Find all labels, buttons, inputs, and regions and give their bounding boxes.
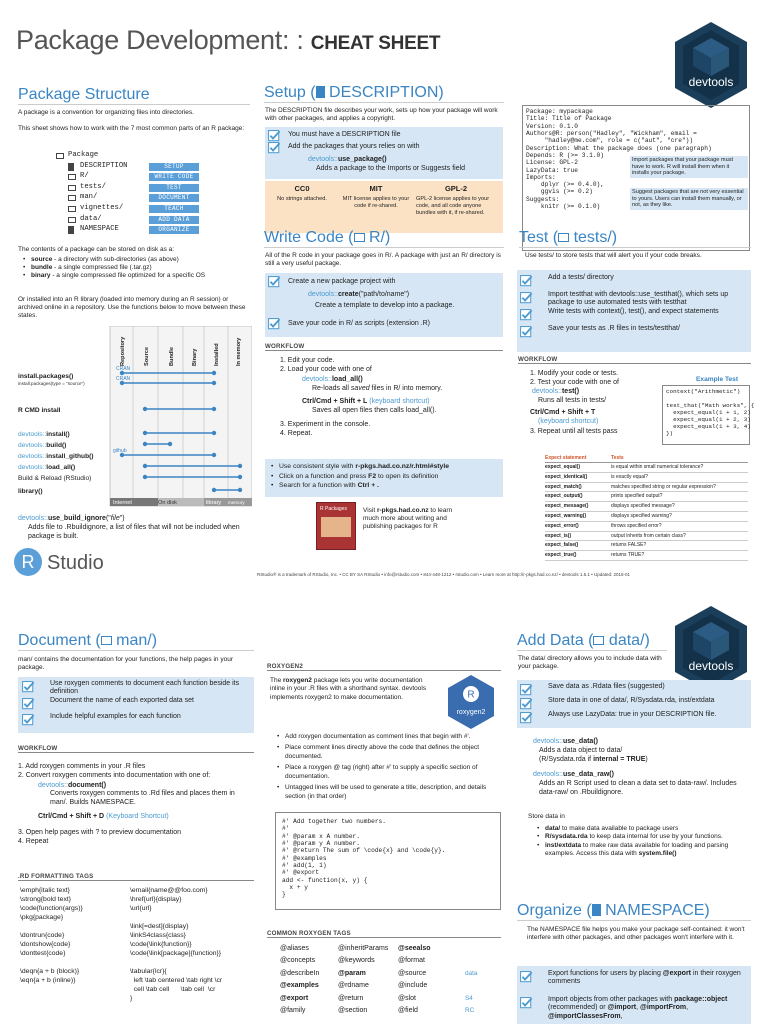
rd-tag: cell \tab cell \tab cell \cr — [130, 986, 216, 993]
license-cc0: CC0 No strings attached. — [277, 184, 327, 203]
write-heading: Write Code ( R/) — [264, 229, 391, 246]
setup-heading: Setup ( DESCRIPTION) — [264, 84, 444, 101]
roxygen-tag: @concepts — [280, 957, 316, 965]
cran-tag-1: CRAN — [116, 366, 131, 372]
check-icon — [268, 142, 281, 154]
write-intro: All of the R code in your package goes in R/. A package with just an R/ directory is still a very useful package. — [265, 252, 501, 268]
test-intro: Use tests/ to store tests that will alert you if your code breaks. — [525, 252, 702, 259]
import-note: Import packages that your package must have to work. R will install them when it installs your package. — [630, 156, 748, 178]
roxygen-tag: data — [465, 969, 478, 977]
tree-item — [56, 215, 206, 226]
folder-icon — [68, 174, 76, 180]
rd-tag: \href{url}{display} — [130, 896, 182, 903]
rd-tag: left \tab centered \tab right \cr — [130, 977, 223, 984]
tree-badge: SETUP — [149, 163, 199, 171]
roxygen-tag: @field — [398, 1007, 418, 1014]
roxygen-tag: @param — [338, 969, 366, 977]
col-source: Source — [144, 347, 150, 366]
rd-tag — [130, 913, 258, 922]
store-data: • data/ to make data available to package users — [536, 825, 750, 833]
rd-tag: \emph{italic text} — [20, 887, 70, 894]
tree-item-name: tests/ — [80, 182, 106, 191]
check-icon — [268, 130, 281, 142]
rd-tag — [130, 958, 258, 967]
check-item: Store data in one of data/, R/Sysdata.rda, inst/extdata — [520, 697, 750, 711]
test-steps: 1. Modify your code or tests. 2. Test your code with one of devtools::test() Runs all tests in tests/ Ctrl/Cmd + Shift + T (keyboard shortcut) 3. Repeat until all tests pass — [530, 370, 619, 435]
write-check-1: Create a new package project with — [288, 278, 396, 285]
tree-item-name: NAMESPACE — [80, 225, 119, 234]
folder-icon — [593, 636, 604, 645]
page-title — [16, 27, 440, 54]
tree-badge: TEACH — [149, 205, 199, 213]
folder-icon — [68, 217, 76, 223]
row-rcmd: R CMD install — [18, 407, 61, 414]
use-package: devtools::use_package() Adds a package to the Imports or Suggests field — [308, 156, 498, 174]
row-install-github: devtools::install_github() — [18, 453, 94, 460]
document-checks — [22, 680, 254, 729]
structure-heading: Package Structure — [18, 86, 150, 103]
label-memory: memory — [228, 500, 245, 505]
file-icon — [592, 904, 601, 916]
expect-table: Expect statement Tests expect_equal() is equal within small numerical tolerance? expect_identical() is exactly equal? expect_match() matches specified string or regular expression? expect_output() prints specified output? expect_message() displays specified message? expect_warning() displays specified warning? expect_error() throws specified error? expect_is() output inherits from certain class? expect_false() returns FALSE? expect_true() returns TRUE? — [545, 455, 748, 561]
store-extdata: • inst/extdata to make raw data available for loading and parsing examples. Access this data with system.file() — [536, 842, 750, 859]
roxygen-intro: The roxygen2 package lets you write documentation inline in your .R files with a shorthand syntax. devtools implements roxygen2 to make documentation. — [270, 677, 427, 701]
expect-row: expect_equal() is equal within small numerical tolerance? — [545, 463, 748, 473]
visit-text: Visit r-pkgs.had.co.nz to learn much more about writing and publishing packages for R — [363, 507, 453, 531]
document-workflow-title: WORKFLOW — [18, 745, 58, 752]
test-heading: Test ( tests/) — [519, 229, 618, 246]
rd-tags-title: .RD FORMATTING TAGS — [18, 873, 94, 880]
row-install-packages: install.packages() — [18, 373, 74, 380]
use-data: devtools::use_data() Adds a data object to data/ (R/Sysdata.rda if internal = TRUE) devtools::use_data_raw() Adds an R Script used to clean a data set to data-raw/. Includes data-raw/ on .Rbuildignore. — [533, 738, 737, 797]
tree-item — [56, 162, 206, 173]
folder-icon — [56, 153, 64, 159]
rd-tag: \link[=dest]{display} — [130, 923, 189, 930]
license-gpl-2: GPL-2 GPL-2 license applies to your code, and all code anyone bundles with it, if re-shared. — [416, 184, 490, 217]
tree-badge: DOCUMENT — [149, 194, 199, 202]
document-intro: man/ contains the documentation for your functions, the help pages in your package. — [18, 656, 233, 672]
roxygen-title: ROXYGEN2 — [267, 663, 303, 670]
installed-text: Or installed into an R library (loaded into memory during an R session) or archived online in a repository. Use the functions below to move between these states. — [18, 296, 246, 320]
setup-checks — [268, 130, 498, 154]
expect-row: expect_error() throws specified error? — [545, 522, 748, 532]
tree-item — [56, 151, 206, 162]
check-item: Import testthat with devtools::use_testthat(), which sets up package to use automated tests with testthat — [520, 291, 750, 308]
rd-tag: \linkS4class{class} — [130, 932, 186, 939]
tip-search: • Search for a function with Ctrl + . — [270, 481, 502, 491]
check-icon — [268, 318, 281, 330]
check-icon — [520, 997, 533, 1009]
test-workflow-title: WORKFLOW — [518, 356, 558, 363]
check-item: Write tests with context(), test(), and expect statements — [520, 308, 750, 325]
state-bundle: • bundle - a single compressed file (.tar.gz) — [22, 264, 257, 272]
row-load-all: devtools::load_all() — [18, 464, 76, 471]
roxygen-tag: @slot — [398, 994, 416, 1002]
check-item: Document the name of each exported data set — [22, 697, 254, 713]
check-icon — [520, 275, 533, 287]
tree-item-name: Package — [68, 151, 99, 159]
row-install: devtools::install() — [18, 431, 70, 438]
test-checks — [520, 274, 750, 342]
check-item: Add a tests/ directory — [520, 274, 750, 291]
row-install-packages-sub: install.packages(type = "source") — [18, 381, 85, 386]
check-icon — [520, 971, 533, 983]
roxygen-tag: @aliases — [280, 945, 309, 952]
example-test-title: Example Test — [696, 376, 739, 383]
rd-tag: \donttest{code} — [20, 950, 66, 957]
roxygen-tag: @keywords — [338, 957, 375, 965]
tree-item-name: vignettes/ — [80, 203, 124, 212]
folder-icon — [68, 195, 76, 201]
roxygen-tag: @section — [338, 1007, 368, 1014]
check-icon — [520, 698, 533, 710]
store-list — [536, 825, 750, 859]
roxygen2-logo-text: roxygen2 — [456, 709, 486, 716]
tree-badge: WRITE CODE — [149, 173, 199, 181]
rd-tag: \email{name@@foo.com} — [130, 887, 208, 894]
example-test: context("Arithmetic") test_that("Math works", { expect_equal(1 + 1, 2) expect_equal(1 + 2, 3) expect_equal(1 + 3, 4) }) — [662, 385, 750, 445]
tree-item-name: R/ — [80, 172, 89, 181]
suggest-note: Suggest packages that are not very essential to yours. Users can install them manually, or not, as they like. — [630, 188, 748, 210]
document-heading: Document ( man/) — [18, 632, 158, 649]
roxygen-tag: @family — [280, 1007, 306, 1014]
folder-icon — [101, 636, 112, 645]
use-package-desc: Adds a package to the Imports or Suggests field — [316, 164, 466, 172]
store-title: Store data in — [528, 813, 565, 820]
rd-tags-right — [130, 886, 258, 1003]
github-tag: github — [113, 448, 127, 454]
label-ondisk: On disk — [158, 500, 177, 506]
roxygen-tag: @inheritParams — [338, 945, 389, 952]
roxygen2-logo — [446, 674, 496, 730]
roxygen-bullet-2: • Place comment lines directly above the code that defines the object documented. — [276, 744, 502, 761]
adddata-intro: The data/ directory allows you to include data with your package. — [518, 655, 662, 671]
rd-tag: \pkg{package} — [20, 914, 64, 921]
adddata-checks — [520, 683, 750, 725]
check-icon — [22, 681, 35, 693]
roxygen-tag: @describeIn — [280, 969, 320, 977]
devtools-logo-2-text: devtools — [688, 659, 734, 673]
col-bundle: Bundle — [169, 347, 175, 366]
tip-style: • Use consistent style with r-pkgs.had.co.nz/r.html#style — [270, 462, 502, 472]
tree-item-name: DESCRIPTION — [80, 161, 128, 170]
folder-icon — [558, 233, 569, 242]
tip-f2: • Click on a function and press F2 to open its definition — [270, 472, 502, 482]
expect-row: expect_false() returns FALSE? — [545, 541, 748, 551]
col-binary: Binary — [192, 348, 198, 366]
file-icon — [68, 163, 74, 171]
rstudio-text: Studio — [47, 552, 104, 574]
setup-check: You must have a DESCRIPTION file — [268, 130, 498, 142]
roxygen-code: #' Add together two numbers. #' #' @param x A number. #' @param y A number. #' @return The sum of \code{x} and \code{y}. #' @examples #' add(1, 1) #' @export add <- function(x, y) { x + y } — [275, 812, 501, 910]
structure-intro1: A package is a convention for organizing files into directories. — [18, 109, 194, 116]
rd-tags-left — [20, 886, 126, 985]
rd-tag: } — [130, 995, 133, 1002]
page-footer: RStudio® is a trademark of RStudio, Inc. • CC BY SA RStudio • info@rstudio.com • 844-448-1212 • rstudio.com • Learn more at http://r-pkgs.had.co.nz/ • devtools 1.5.1 • Updated: 2015-01 — [257, 572, 631, 577]
roxygen-tag: @rdname — [338, 982, 369, 990]
rd-tag: \deqn{a + b (block)} — [20, 968, 80, 975]
rd-tag: \url{url} — [130, 905, 152, 912]
state-binary: • binary - a single compressed file optimized for a specific OS — [22, 272, 257, 280]
roxygen-bullet-1: • Add roxygen documentation as comment lines that begin with #'. — [276, 733, 502, 741]
expect-row: expect_identical() is exactly equal? — [545, 473, 748, 483]
roxygen-tags-title: COMMON ROXYGEN TAGS — [267, 930, 351, 937]
roxygen-tag: S4 — [465, 994, 473, 1002]
row-library: library() — [18, 488, 43, 495]
label-internet: Internet — [113, 500, 132, 506]
check-icon — [520, 309, 533, 321]
row-build: devtools::build() — [18, 442, 67, 449]
expect-row: expect_message() displays specified message? — [545, 502, 748, 512]
r-packages-book: R Packages — [316, 502, 356, 550]
title-main: Package Development: : — [16, 25, 311, 55]
adddata-heading: Add Data ( data/) — [517, 632, 650, 649]
folder-icon — [68, 185, 76, 191]
tree-badge: TEST — [149, 184, 199, 192]
create-desc: Create a template to develop into a package. — [315, 302, 455, 309]
roxygen-tag: @format — [398, 957, 425, 965]
write-check-2: Save your code in R/ as scripts (extension .R) — [288, 320, 431, 327]
rd-tag — [20, 958, 126, 967]
check-icon — [520, 326, 533, 338]
devtools-logo-text: devtools — [688, 75, 734, 89]
state-source: • source - a directory with sub-directories (as above) — [22, 256, 257, 264]
states-diagram — [18, 326, 252, 510]
write-steps: 1. Edit your code. 2. Load your code with one of devtools::load_all() Re-loads all saved files in R/ into memory. Ctrl/Cmd + Shift + L (keyboard shortcut) Saves all open files then calls load_all(). 3. Experiment in the console. 4. Repeat. — [280, 357, 443, 438]
expect-row: expect_warning() displays specified warning? — [545, 512, 748, 522]
organize-heading: Organize ( NAMESPACE) — [517, 902, 710, 919]
rd-tag: \strong{bold text} — [20, 896, 72, 903]
license-mit: MIT MIT license applies to your code if re-shared. — [342, 184, 410, 210]
check-item: Use roxygen comments to document each function beside its definition — [22, 680, 254, 697]
check-icon — [520, 684, 533, 696]
cran-tag-2: CRAN — [116, 376, 131, 382]
rd-tag — [20, 922, 126, 931]
roxygen-tag: @return — [338, 994, 364, 1002]
rd-tag: \code{\link{function}} — [130, 941, 192, 948]
structure-intro2: This sheet shows how to work with the 7 most common parts of an R package: — [18, 125, 245, 132]
svg-text:R: R — [467, 689, 475, 701]
roxygen-tag: @seealso — [398, 945, 431, 952]
write-tips — [270, 462, 502, 491]
folder-icon — [354, 233, 365, 242]
rd-tag: \eqn{a + b (inline)} — [20, 977, 76, 984]
rstudio-r-icon: R — [14, 548, 42, 576]
check-item: Include helpful examples for each function — [22, 713, 254, 729]
tree-item-name: man/ — [80, 193, 98, 202]
folder-icon — [68, 206, 76, 212]
col-installed: Installed — [214, 343, 220, 366]
col-repository: Repository — [120, 336, 126, 366]
check-icon — [22, 714, 35, 726]
expect-row: expect_is() output inherits from certain class? — [545, 532, 748, 542]
store-sysdata: • R/sysdata.rda to keep data internal for use by your functions. — [536, 833, 750, 841]
devtools-logo — [671, 20, 751, 110]
title-sub: CHEAT SHEET — [310, 33, 441, 54]
label-library: library — [206, 500, 222, 506]
rd-tag: \code{function(args)} — [20, 905, 83, 912]
roxygen-bullet-3: • Place a roxygen @ tag (right) after #' to supply a specific section of documentation. — [276, 764, 502, 781]
roxygen-bullet-4: • Untagged lines will be used to generate a title, description, and details section (in that order) — [276, 784, 502, 801]
expect-row: expect_output() prints specified output? — [545, 492, 748, 502]
rd-tag: \dontrun{code} — [20, 932, 65, 939]
rd-tag: \dontshow{code} — [20, 941, 71, 948]
organize-checks — [520, 970, 750, 1022]
organize-intro: The NAMESPACE file helps you make your package self-contained: it won't interfere with other packages, and other packages won't interfere with it. — [527, 926, 745, 942]
rd-tag: \code{\link[package]{function}} — [130, 950, 222, 957]
setup-intro: The DESCRIPTION file describes your work, sets up how your package will work with other packages, and applies a copyright. — [265, 107, 498, 123]
check-icon — [268, 276, 281, 288]
document-steps: 1. Add roxygen comments in your .R files 2. Convert roxygen comments into documentation with one of: devtools::document() Converts roxygen comments to .Rd files and places them in man/. Builds NAMESPACE. Ctrl/Cmd + Shift + D (Keyboard Shortcut) 3. Open help pages with ? to preview documentation 4. Repeat — [18, 763, 235, 846]
file-icon — [68, 226, 74, 234]
tree-badge: ADD DATA — [149, 216, 199, 224]
build-ignore: devtools::use_build_ignore("file") Adds file to .Rbuildignore, a list of files that will not be included when package is built. — [18, 515, 256, 541]
build-ignore-desc: Adds file to .Rbuildignore, a list of files that will not be included when package is built. — [28, 523, 240, 540]
file-icon — [316, 86, 325, 98]
description-code: Package: mypackage Title: Title of Package Version: 0.1.0 Authors@R: person("Hadley", "Wickham", email = "hadley@me.com", role = c("aut", "cre")) Description: What the package does (one paragraph) Depends: R (>= 3.1.0) License: GPL-2 LazyData: true Imports: dplyr (>= 0.4.0), ggvis (>= 0.2) Suggests: knitr (>= 0.1.0) — [526, 108, 712, 211]
row-build-reload: Build & Reload (RStudio) — [18, 475, 92, 482]
roxygen-tag: RC — [465, 1007, 475, 1014]
check-icon — [22, 698, 35, 710]
col-memory: In memory — [236, 337, 242, 366]
roxygen-tag: @source — [398, 969, 427, 977]
tree-item — [56, 225, 206, 236]
tree-item — [56, 204, 206, 215]
expect-row: expect_true() returns TRUE? — [545, 551, 748, 561]
rd-tag: \tabular{lcr}{ — [130, 968, 167, 975]
roxygen-tag: @include — [398, 982, 428, 990]
tree-item — [56, 172, 206, 183]
organize-check-1: Export functions for users by placing @export in their roxygen comments — [548, 970, 741, 986]
write-checks: Create a new package project with devtools::create("path/to/name") Create a template to develop into a package. Save your code in R/ as scripts (extension .R) — [268, 276, 502, 332]
states-intro: The contents of a package can be stored on disk as a: — [18, 246, 175, 253]
roxygen-tag: @examples — [280, 982, 319, 990]
setup-check: Add the packages that yours relies on with — [268, 142, 498, 154]
check-icon — [520, 712, 533, 724]
tree-item — [56, 193, 206, 204]
package-tree — [56, 151, 206, 236]
write-workflow-title: WORKFLOW — [265, 343, 305, 350]
organize-check-2: Import objects from other packages with package::object (recommended) or @import, @importFrom, @importClassesFrom, — [548, 996, 728, 1020]
check-icon — [520, 292, 533, 304]
tree-item-name: data/ — [80, 214, 102, 223]
check-item: Always use LazyData: true in your DESCRIPTION file. — [520, 711, 750, 725]
check-item: Save your tests as .R files in tests/testthat/ — [520, 325, 750, 342]
licenses — [265, 184, 503, 232]
roxygen-tag: @export — [280, 994, 309, 1002]
tree-item — [56, 183, 206, 194]
expect-row: expect_match() matches specified string or regular expression? — [545, 483, 748, 493]
roxygen-bullets — [276, 733, 502, 801]
check-item: Save data as .Rdata files (suggested) — [520, 683, 750, 697]
tree-badge: ORGANIZE — [149, 226, 199, 234]
states-list — [22, 256, 257, 280]
